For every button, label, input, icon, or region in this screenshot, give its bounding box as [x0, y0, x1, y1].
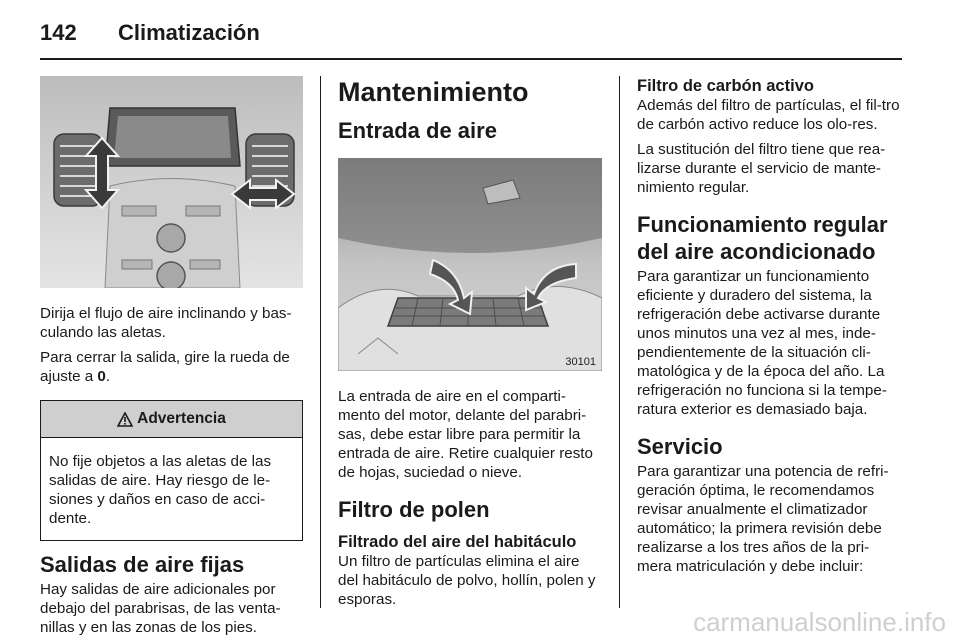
subheading-cabin-filtering: Filtrado del aire del habitáculo: [338, 533, 577, 551]
chapter-title: Climatización: [118, 20, 260, 45]
header-rule: [40, 58, 902, 60]
paragraph-fixed-vents: Hay salidas de aire adicionales por debajo del parabrisas, de las venta-nillas y en las zonas de los pies.: [40, 581, 281, 636]
column-divider: [320, 76, 321, 608]
air-intake-illustration: [338, 158, 602, 371]
column-left: [40, 76, 303, 637]
heading-pollen-filter: Filtro de polen: [338, 497, 490, 522]
paragraph-service: Para garantizar una potencia de refri-geración óptima, le recomendamos revisar anualmente el climatizador automático; la primera revisión debe realizarse a los tres años de la pri-mera matriculación y debe incluir:: [637, 463, 889, 575]
dashboard-air-vents-illustration: [40, 76, 303, 288]
paragraph-filter-replacement: La sustitución del filtro tiene que rea-lizarse durante el servicio de mante-nimiento regular.: [637, 141, 886, 196]
warning-box: [40, 400, 303, 541]
warning-title: Advertencia: [137, 410, 226, 427]
page-number: 142: [40, 20, 77, 45]
air-intake-drawing: [338, 158, 602, 371]
heading-fixed-vents: Salidas de aire fijas: [40, 552, 245, 577]
warning-text: No fije objetos a las aletas de las salidas de aire. Hay riesgo de le-siones y daños en caso de acci-dente.: [49, 453, 272, 527]
paragraph-air-intake: La entrada de aire en el comparti-mento del motor, delante del parabri-sas, debe estar libre para permitir la entrada de aire. Retire cualquier resto de hojas, suciedad o nieve.: [338, 388, 593, 481]
figure-code: 30101: [565, 356, 596, 368]
heading-maintenance: Mantenimiento: [338, 77, 529, 107]
paragraph-airflow: Dirija el flujo de aire inclinando y bas-culando las aletas.: [40, 305, 292, 341]
warning-header: [41, 401, 302, 438]
column-middle: [338, 76, 602, 609]
heading-service: Servicio: [637, 434, 723, 459]
watermark: carmanualsonline.info: [693, 607, 946, 637]
warning-body: [41, 438, 302, 540]
subheading-activated-carbon: Filtro de carbón activo: [637, 77, 814, 95]
paragraph-regular-ac-operation: Para garantizar un funcionamiento eficiente y duradero del sistema, la refrigeración debe activarse durante unos minutos una vez al mes, inde-pendientemente de la situación cli-matológica y de la época del año. La refrigeración no funciona si la tempe-ratura exterior es demasiado baja.: [637, 268, 887, 418]
adjust-wheel-symbol: 0: [97, 368, 106, 385]
column-divider: [619, 76, 620, 608]
heading-regular-ac-operation: Funcionamiento regular del aire acondicionado: [637, 212, 888, 264]
paragraph-carbon-filter: Además del filtro de partículas, el fil-tro de carbón activo reduce los olo-res.: [637, 97, 900, 133]
warning-triangle-icon: [117, 412, 133, 427]
heading-air-intake: Entrada de aire: [338, 118, 497, 143]
paragraph-close-vent: Para cerrar la salida, gire la rueda de ajuste a 0.: [40, 349, 290, 385]
dashboard-vents-drawing: [40, 76, 303, 288]
column-right: [637, 76, 901, 576]
page-header: [40, 18, 920, 58]
paragraph-cabin-filtering: Un filtro de partículas elimina el aire del habitáculo de polvo, hollín, polen y esporas.: [338, 553, 596, 608]
